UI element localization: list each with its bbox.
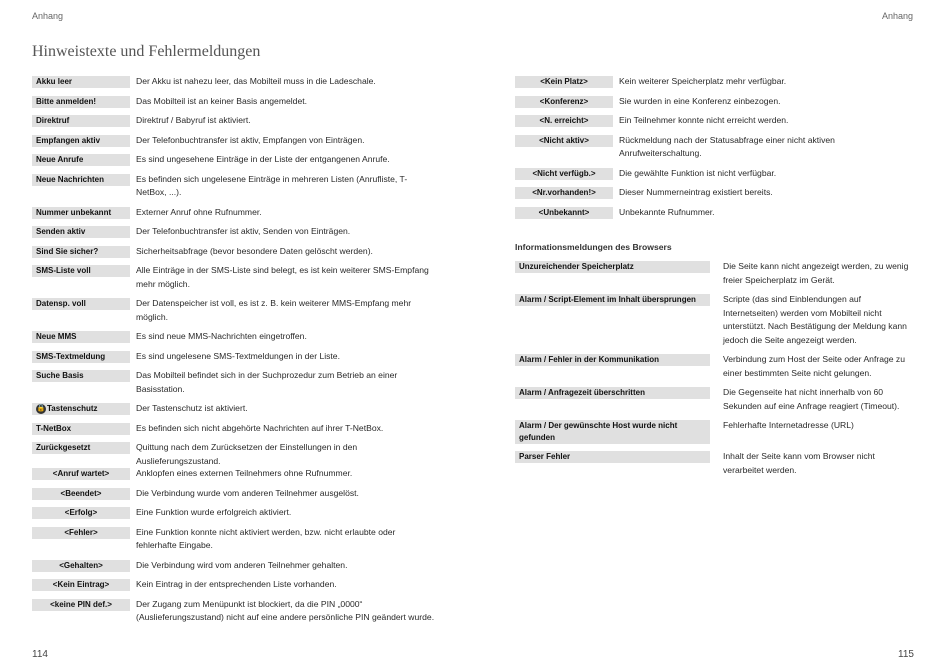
page-number-left: 114 [32, 649, 48, 660]
message-key [32, 442, 130, 454]
message-row [32, 598, 437, 625]
message-description: Der Telefonbuchtransfer ist aktiv, Senden von Einträgen. [136, 226, 351, 236]
message-key [32, 174, 130, 186]
message-row [515, 206, 915, 220]
message-key-text: Alarm / Script-Element im Inhalt übersprungen [519, 295, 696, 304]
message-key-text: Empfangen aktiv [36, 135, 101, 145]
message-key-text: <Anruf wartet> [52, 469, 110, 478]
message-description: Unbekannte Rufnummer. [619, 206, 715, 217]
message-key [32, 115, 130, 127]
message-description: Fehlerhafte Internetadresse (URL) [723, 420, 854, 430]
page-number-right: 115 [898, 649, 914, 660]
message-key-text: Direktruf [36, 116, 70, 125]
message-key-text: <Beendet> [60, 488, 102, 498]
message-key [515, 187, 613, 199]
message-description: Der Telefonbuchtransfer ist aktiv, Empfangen von Einträgen. [136, 134, 365, 145]
message-description: Eine Funktion konnte nicht aktiviert werden, bzw. nicht erlaubte oder fehlerhafte Eingabe. [136, 526, 396, 550]
message-description: Es sind ungesehene Einträge in der Liste der entgangenen Anrufe. [136, 154, 390, 164]
message-row [32, 264, 437, 291]
message-row [515, 419, 915, 444]
message-row [32, 225, 437, 239]
message-row [32, 467, 437, 481]
message-description: Quittung nach dem Zurücksetzen der Einstellungen in den Auslieferungszustand. [136, 442, 358, 466]
message-key [515, 354, 710, 366]
message-key-text: Neue MMS [36, 332, 77, 341]
message-key [515, 115, 613, 127]
message-description: Inhalt der Seite kann vom Browser nicht verarbeitet werden. [723, 451, 875, 475]
message-description: Die Seite kann nicht angezeigt werden, zu wenig freier Speicherplatz im Gerät. [723, 261, 909, 285]
running-header-right: Anhang [881, 11, 913, 21]
message-key-text: <Nr.vorhanden!> [532, 188, 596, 197]
browser-messages-heading: Informationsmeldungen des Browsers [515, 242, 672, 252]
message-description: Die gewählte Funktion ist nicht verfügbar. [619, 167, 777, 178]
message-row [515, 260, 915, 287]
message-row [515, 293, 915, 347]
message-key [32, 207, 130, 219]
message-key-text: Alarm / Fehler in der Kommunikation [519, 355, 660, 364]
message-description: Die Verbindung wurde vom anderen Teilnehmer ausgelöst. [136, 487, 359, 498]
message-description: Der Zugang zum Menüpunkt ist blockiert, da die PIN „0000“ (Auslieferungszustand) nicht auf eine andere persönliche PIN geändert wurde. [136, 598, 435, 622]
message-key-text: <Unbekannt> [538, 207, 590, 217]
message-key-text: Akku leer [36, 77, 73, 86]
message-description: Kein weiterer Speicherplatz mehr verfügbar. [619, 76, 787, 86]
message-description: Scripte (das sind Einblendungen auf Internetseiten) werden vom Mobilteil nicht unterstützt. Nach Bestätigung der Meldung kann jedoch die Seite angezeigt werden. [723, 294, 907, 345]
message-row [32, 134, 437, 148]
browser-messages-table [515, 260, 915, 483]
message-description: Dieser Nummerneintrag existiert bereits. [619, 187, 773, 197]
message-row [32, 206, 437, 220]
message-row [515, 386, 915, 413]
message-key [32, 135, 130, 147]
message-row [32, 578, 437, 592]
left-status-table [32, 467, 437, 631]
message-row [32, 526, 437, 553]
message-row [515, 114, 915, 128]
message-description: Es befinden sich nicht abgehörte Nachrichten auf ihrer T-NetBox. [136, 422, 384, 433]
message-key-text: <Erfolg> [64, 508, 98, 517]
message-row [515, 186, 915, 200]
key-lock-icon: 🔒 [36, 404, 46, 412]
message-description: Eine Funktion wurde erfolgreich aktiviert. [136, 507, 292, 517]
message-row [32, 402, 437, 416]
message-key-text: Zurückgesetzt [36, 443, 91, 452]
message-key-text: <N. erreicht> [539, 116, 589, 125]
message-description: Kein Eintrag in der entsprechenden Liste vorhanden. [136, 579, 337, 589]
message-key [32, 527, 130, 539]
message-key [32, 331, 130, 343]
message-description: Die Gegenseite hat nicht innerhalb von 60 Sekunden auf eine Anfrage reagiert (Timeout). [723, 387, 900, 411]
page-title: Hinweistexte und Fehlermeldungen [32, 43, 261, 60]
message-description: Es befinden sich ungelesene Einträge in mehreren Listen (Anrufliste, T-NetBox, ...). [136, 173, 408, 197]
message-key-text: Parser Fehler [519, 452, 571, 461]
message-key-text: Neue Anrufe [36, 155, 84, 164]
message-key-text: Tastenschutz [47, 404, 98, 413]
message-description: Sie wurden in eine Konferenz einbezogen. [619, 95, 781, 106]
message-key [515, 168, 613, 180]
message-key [515, 261, 710, 273]
message-key [32, 226, 130, 238]
message-key-text: <Konferenz> [539, 96, 589, 106]
message-row [515, 353, 915, 380]
message-description: Die Verbindung wird vom anderen Teilnehmer gehalten. [136, 559, 348, 570]
message-key-text: T-NetBox [36, 423, 72, 433]
message-key [32, 351, 130, 363]
message-description: Direktruf / Babyruf ist aktiviert. [136, 115, 251, 125]
message-row [32, 487, 437, 501]
message-description: Es sind ungelesene SMS-Textmeldungen in der Liste. [136, 350, 340, 361]
message-description: Das Mobilteil ist an keiner Basis angemeldet. [136, 95, 308, 106]
message-key [32, 403, 130, 415]
message-description: Anklopfen eines externen Teilnehmers ohne Rufnummer. [136, 468, 353, 478]
message-key [32, 507, 130, 519]
message-description: Der Datenspeicher ist voll, es ist z. B. kein weiterer MMS-Empfang mehr möglich. [136, 298, 412, 322]
message-row [515, 75, 915, 89]
message-key-text: Nummer unbekannt [36, 207, 112, 217]
message-key-text: Neue Nachrichten [36, 174, 105, 184]
message-row [32, 114, 437, 128]
message-description: Ein Teilnehmer konnte nicht erreicht werden. [619, 115, 789, 125]
message-key [515, 96, 613, 108]
message-row [32, 75, 437, 89]
message-key [32, 298, 130, 310]
message-key [32, 265, 130, 277]
message-row [32, 95, 437, 109]
message-row [32, 369, 437, 396]
message-key-text: <Kein Platz> [540, 77, 588, 86]
message-description: Es sind neue MMS-Nachrichten eingetroffen. [136, 331, 307, 341]
running-header-left: Anhang [32, 11, 64, 21]
message-row [32, 330, 437, 344]
message-description: Sicherheitsabfrage (bevor besondere Daten gelöscht werden). [136, 245, 373, 256]
message-key-text: Suche Basis [36, 371, 84, 380]
message-key [32, 579, 130, 591]
message-description: Alle Einträge in der SMS-Liste sind belegt, es ist kein weiterer SMS-Empfang mehr möglich. [136, 265, 429, 289]
message-row [32, 350, 437, 364]
message-key-text: Unzureichender Speicherplatz [519, 262, 634, 271]
message-row [32, 153, 437, 167]
message-key [515, 135, 613, 147]
message-key-text: SMS-Textmeldung [36, 351, 106, 361]
message-key-text: <Fehler> [64, 527, 98, 537]
message-key-text: <keine PIN def.> [50, 599, 112, 609]
message-row [515, 95, 915, 109]
message-key [32, 488, 130, 500]
message-key-text: Sind Sie sicher? [36, 246, 99, 256]
message-key-text: SMS-Liste voll [36, 266, 91, 275]
message-key [32, 96, 130, 108]
message-key-text: Alarm / Der gewünschte Host wurde nicht gefunden [519, 421, 678, 442]
message-description: Das Mobilteil befindet sich in der Suchprozedur zum Betrieb an einer Basisstation. [136, 370, 398, 394]
message-key-text: Bitte anmelden! [36, 96, 97, 106]
message-key-text: <Nicht verfügb.> [532, 168, 596, 178]
message-key [515, 420, 710, 444]
message-description: Der Tastenschutz ist aktiviert. [136, 403, 248, 413]
message-row [32, 441, 437, 468]
message-row [32, 173, 437, 200]
message-key-text: Senden aktiv [36, 227, 86, 236]
message-key [515, 207, 613, 219]
message-description: Der Akku ist nahezu leer, das Mobilteil muss in die Ladeschale. [136, 76, 376, 86]
message-key [515, 387, 710, 399]
message-key [515, 294, 710, 306]
message-row [515, 167, 915, 181]
message-key [32, 370, 130, 382]
message-row [32, 506, 437, 520]
message-key [32, 468, 130, 480]
message-key-text: <Kein Eintrag> [52, 580, 110, 589]
message-key [32, 76, 130, 88]
message-row [32, 297, 437, 324]
message-description: Verbindung zum Host der Seite oder Anfrage zu einer bestimmten Seite nicht gelungen. [723, 354, 906, 378]
message-description: Externer Anruf ohne Rufnummer. [136, 206, 262, 217]
message-key [32, 246, 130, 258]
message-key [32, 560, 130, 572]
message-row [32, 422, 437, 436]
message-key-text: Alarm / Anfragezeit überschritten [519, 388, 645, 397]
message-key [32, 423, 130, 435]
message-row [515, 450, 915, 477]
message-key [32, 599, 130, 611]
message-row [32, 559, 437, 573]
message-key-text: Datensp. voll [36, 299, 86, 308]
message-key [515, 76, 613, 88]
left-messages-table [32, 75, 437, 474]
message-row [32, 245, 437, 259]
message-key [32, 154, 130, 166]
message-description: Rückmeldung nach der Statusabfrage einer nicht aktiven Anrufweiterschaltung. [619, 134, 835, 158]
message-row [515, 134, 915, 161]
right-status-table [515, 75, 915, 225]
message-key-text: <Gehalten> [59, 560, 103, 570]
message-key [515, 451, 710, 463]
message-key-text: <Nicht aktiv> [539, 135, 589, 145]
